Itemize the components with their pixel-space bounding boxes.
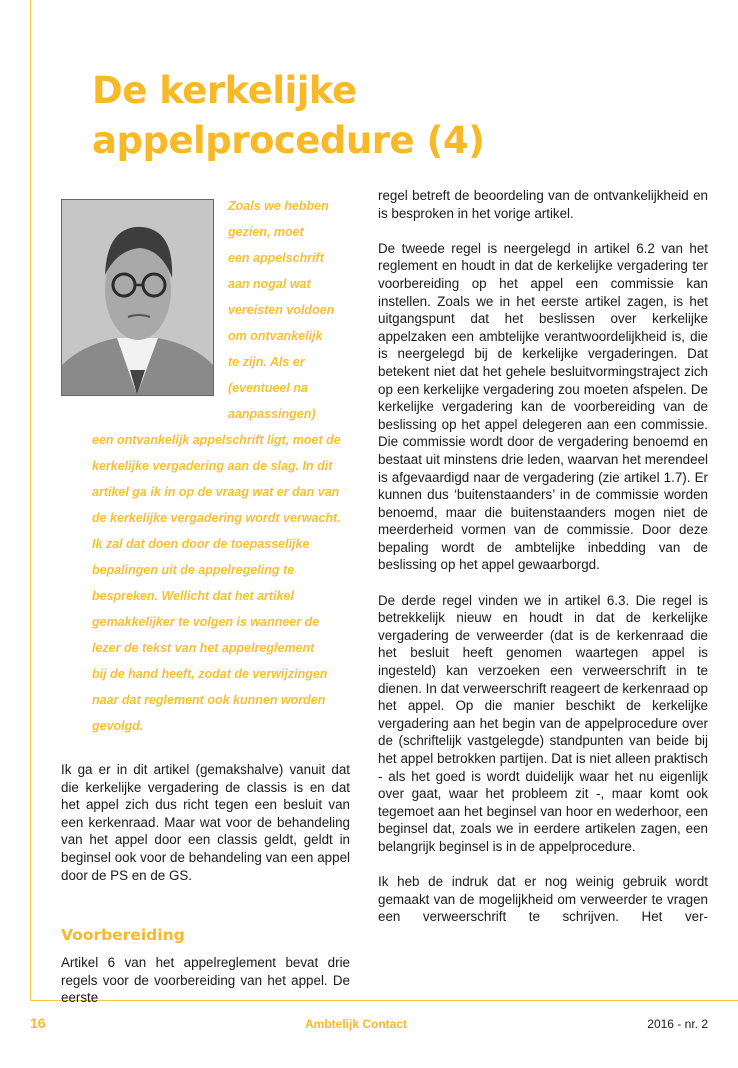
intro-line: te zijn. Als er — [228, 355, 305, 369]
intro-line: de kerkelijke vergadering wordt verwacht. — [92, 511, 341, 525]
paragraph: Artikel 6 van het appelreglement bevat drie regels voor de voorbereiding van het appel. De eerste — [61, 955, 350, 1006]
intro-line: lezer de tekst van het appelreglement — [92, 641, 315, 655]
intro-line: (eventueel na — [228, 381, 308, 395]
right-column — [378, 187, 708, 944]
paragraph: Ik ga er in dit artikel (gemakshalve) vanuit dat die kerkelijke vergadering de classis is en dat het appel zich dus richt tegen een besluit van een kerkenraad. Maar wat voor de behandeling van het appel door een classis geldt, geldt in beginsel ook voor de behandeling van een appel door de PS en de GS. — [61, 762, 350, 883]
issue-number: 2016 - nr. 2 — [647, 1017, 708, 1031]
left-column — [61, 761, 350, 902]
title-line-2: appelprocedure (4) — [92, 119, 485, 162]
intro-line: bespreken. Wellicht dat het artikel — [92, 589, 294, 603]
publication-name: Ambtelijk Contact — [305, 1017, 408, 1031]
author-photo — [61, 199, 214, 396]
intro-line: Ik zal dat doen door de toepasselijke — [92, 537, 310, 551]
intro-line: artikel ga ik in op de vraag wat er dan van — [92, 485, 340, 499]
intro-line: Zoals we hebben — [228, 199, 329, 213]
left-column-continued — [61, 954, 350, 1024]
section-heading: Voorbereiding — [61, 926, 185, 944]
margin-rule-vertical — [30, 0, 31, 1000]
intro-line: een ontvankelijk appelschrift ligt, moet de — [92, 433, 341, 447]
intro-line: kerkelijke vergadering aan de slag. In dit — [92, 459, 333, 473]
title-line-1: De kerkelijke — [92, 69, 357, 112]
article-title — [92, 66, 485, 166]
intro-line: gezien, moet — [228, 225, 304, 239]
intro-line: naar dat reglement ook kunnen worden — [92, 693, 326, 707]
intro-line: een appelschrift — [228, 251, 324, 265]
intro-line: vereisten voldoen — [228, 303, 335, 317]
intro-line: bepalingen uit de appelregeling te — [92, 563, 295, 577]
intro-line: aanpassingen) — [228, 407, 316, 421]
intro-line: om ontvankelijk — [228, 329, 323, 343]
intro-line: gemakkelijker te volgen is wanneer de — [92, 615, 320, 629]
paragraph: De derde regel vinden we in artikel 6.3. Die regel is betrekkelijk nieuw en houdt in dat de kerkelijke vergadering de verweerder (dat is de kerkenraad die het besluit heeft genomen waartegen appel is ingesteld) kan verzoeken een verweerschrift in te dienen. In dat verweerschrift reageert de kerkenraad op het appel. Op die manier beschikt de kerkelijke vergadering aan het begin van de appelprocedure over de (schriftelijk vastgelegde) standpunten van beide bij het appel betrokken partijen. Dat is niet alleen praktisch - als het goed is wordt duidelijk waar het nu eigenlijk over gaat, waar het probleem zit -, maar komt ook tegemoet aan het beginsel van hoor en wederhoor, een beginsel dat, zoals we in eerdere artikelen zagen, een belangrijk beginsel is in de appelprocedure. — [378, 592, 708, 854]
intro-line: bij de hand heeft, zodat de verwijzingen — [92, 667, 328, 681]
page-number: 16 — [30, 1015, 46, 1031]
paragraph: De tweede regel is neergelegd in artikel 6.2 van het reglement en houdt in dat de kerkelijke vergadering ter voorbereiding op het appel een commissie kan instellen. Zoals we in het eerste artikel zagen, is het uitgangspunt dat het beslissen over kerkelijke appelzaken een ambtelijke verantwoordelijkheid is, die is neergelegd bij de kerkelijke vergaderingen. Dat betekent niet dat het gehele besluitvormingstraject zich op een kerkelijke vergadering zou moeten afspelen. De kerkelijke vergadering kan de voorbereiding van de beslissing op het appel delegeren aan een commissie. Die commissie wordt door de vergadering benoemd en bestaat uit minstens drie leden, waarvan het merendeel is afgevaardigd naar de vergadering (zie artikel 1.7). Er kunnen dus ‘buitenstaanders’ in de commissie worden benoemd, maar die buitenstaanders mogen niet de meerderheid vormen van de commissie. Door deze bepaling wordt de ambtelijke inbedding van de beslissing op het appel gewaarborgd. — [378, 240, 708, 573]
paragraph: Ik heb de indruk dat er nog weinig gebruik wordt gemaakt van de mogelijkheid om verweerder te vragen een verweerschrift te schrijven. Het ver- — [378, 874, 708, 925]
paragraph: regel betreft de beoordeling van de ontvankelijkheid en is besproken in het vorige artikel. — [378, 188, 708, 221]
intro-line: gevolgd. — [92, 719, 144, 733]
intro-line: aan nogal wat — [228, 277, 311, 291]
